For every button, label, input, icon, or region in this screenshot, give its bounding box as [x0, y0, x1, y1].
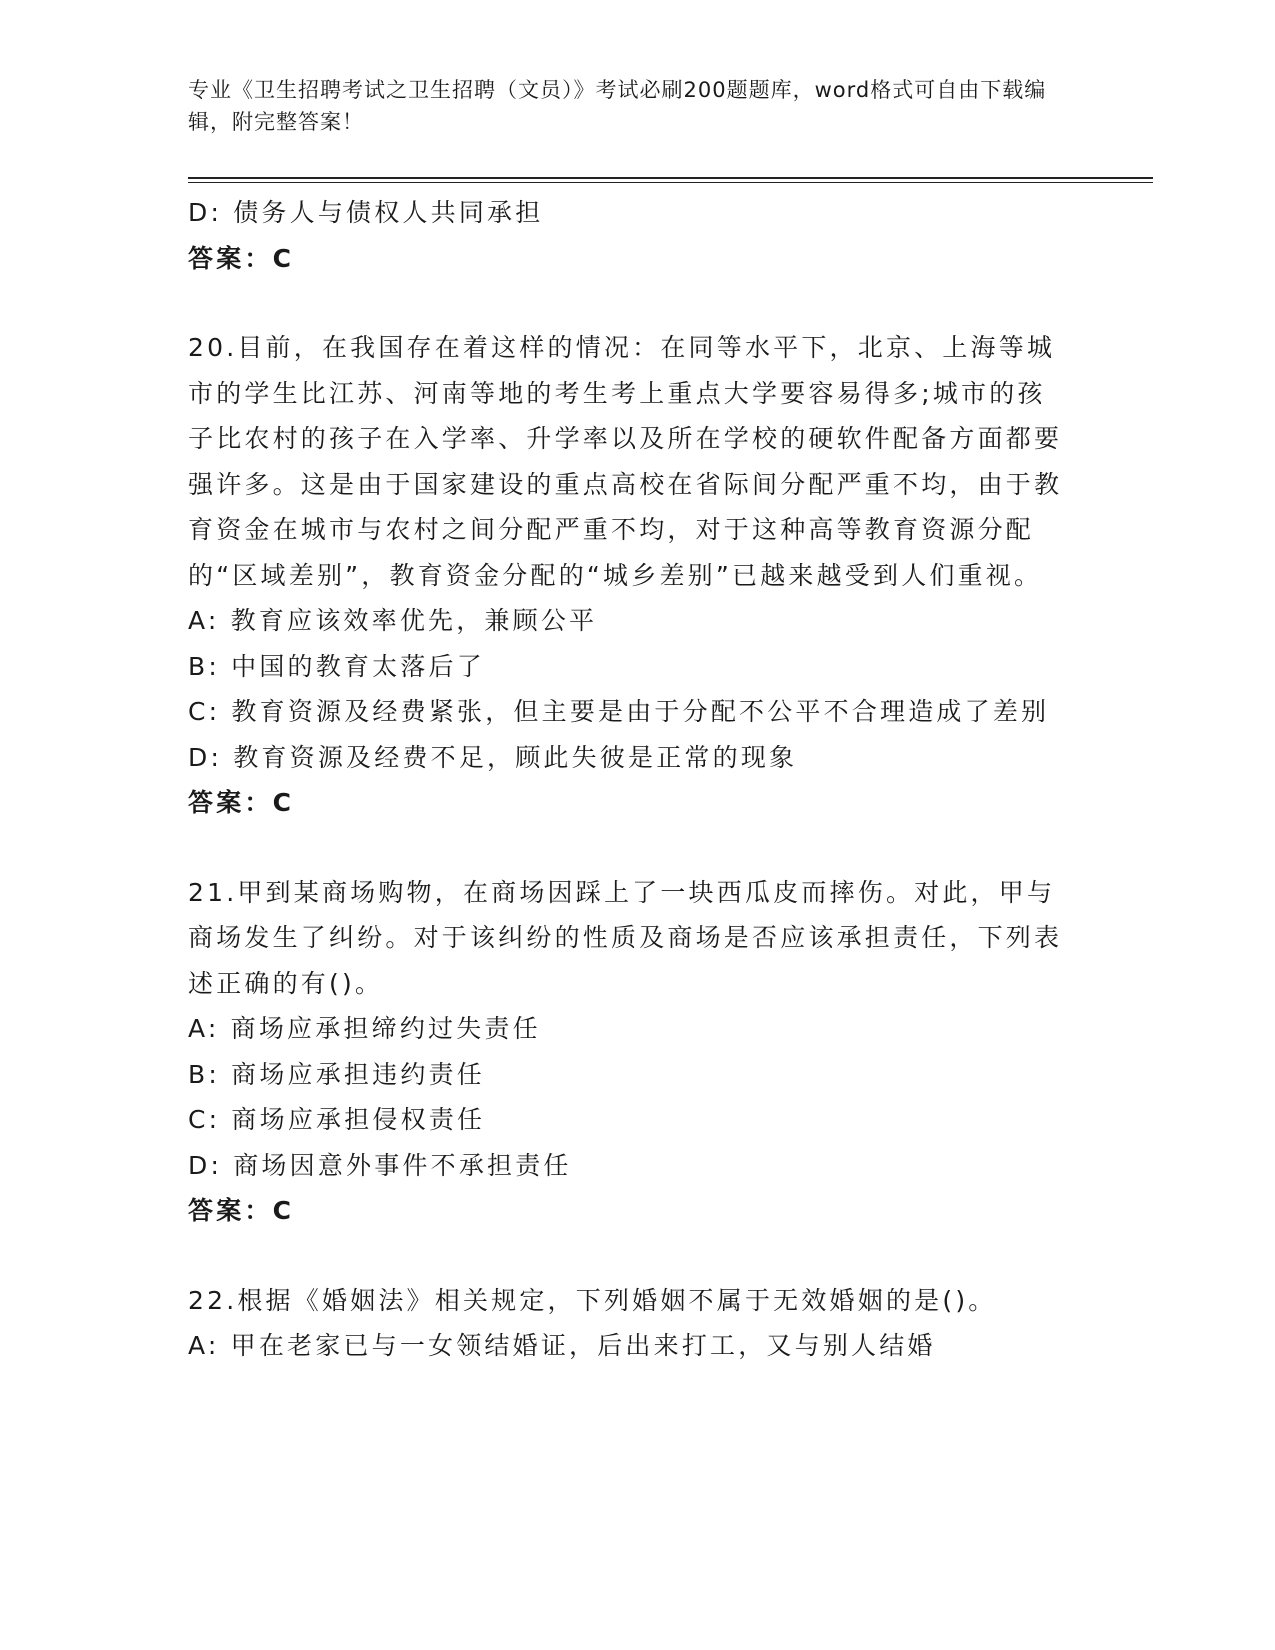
- page-header: 专业《卫生招聘考试之卫生招聘（文员）》考试必刷200题题库，word格式可自由下载编辑，附完整答案！: [188, 78, 1047, 134]
- header-divider-thin: [188, 182, 1153, 183]
- question-21-option-a: A: 商场应承担缔约过失责任: [188, 1014, 541, 1043]
- question-21-option-c: C: 商场应承担侵权责任: [188, 1105, 486, 1134]
- question-22-option-a: A: 甲在老家已与一女领结婚证，后出来打工，又与别人结婚: [188, 1331, 936, 1360]
- question-21-option-d: D: 商场因意外事件不承担责任: [188, 1150, 572, 1180]
- question-21-option-b: B: 商场应承担违约责任: [188, 1059, 485, 1089]
- question-22: [188, 1278, 1088, 1369]
- prev-option-d: D: 债务人与债权人共同承担: [188, 198, 544, 227]
- question-20: [188, 325, 1088, 826]
- question-22-text: 22.根据《婚姻法》相关规定，下列婚姻不属于无效婚姻的是()。: [188, 1285, 997, 1315]
- question-20-option-a: A: 教育应该效率优先，兼顾公平: [188, 606, 598, 635]
- question-20-text: 20.目前，在我国存在着这样的情况：在同等水平下，北京、上海等城市的学生比江苏、河南等地的考生考上重点大学要容易得多;城市的孩子比农村的孩子在入学率、升学率以及所在学校的硬软件配备方面都要强许多。这是由于国家建设的重点高校在省际间分配严重不均，由于教育资金在城市与农村之间分配严重不均，对于这种高等教育资源分配的“区域差别”，教育资金分配的“城乡差别”已越来越受到人们重视。: [188, 333, 1063, 590]
- prev-answer: 答案：C: [188, 243, 295, 273]
- question-20-option-d: D: 教育资源及经费不足，顾此失彼是正常的现象: [188, 742, 798, 772]
- question-20-option-b: B: 中国的教育太落后了: [188, 651, 485, 681]
- question-20-option-c: C: 教育资源及经费紧张，但主要是由于分配不公平不合理造成了差别: [188, 697, 1050, 726]
- question-21-text: 21.甲到某商场购物，在商场因踩上了一块西瓜皮而摔伤。对此，甲与商场发生了纠纷。对于该纠纷的性质及商场是否应该承担责任，下列表述正确的有()。: [188, 877, 1063, 998]
- question-20-answer: 答案：C: [188, 788, 295, 817]
- question-21-answer: 答案：C: [188, 1196, 295, 1225]
- document-content: [188, 190, 1088, 1369]
- question-21: [188, 870, 1088, 1234]
- header-divider-thick: [188, 177, 1153, 179]
